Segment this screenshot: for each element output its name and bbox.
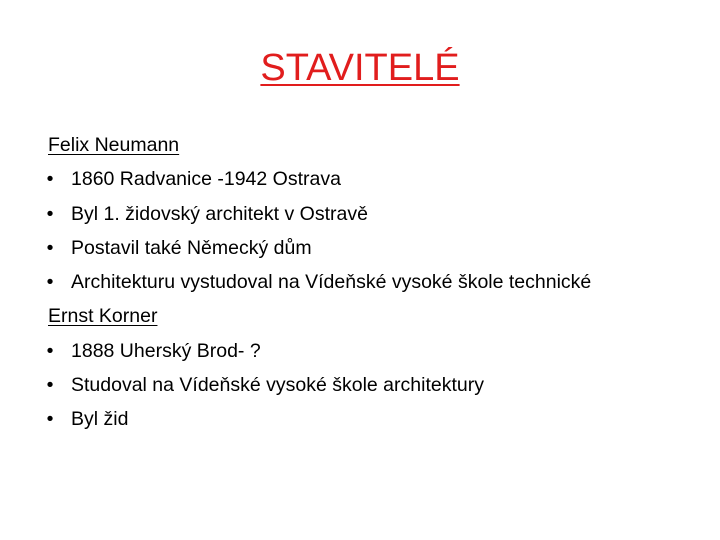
bullet-icon: •	[46, 374, 54, 397]
bullet-item	[44, 368, 704, 402]
bullet-icon: •	[46, 271, 54, 294]
section-heading-felix-neumann	[44, 128, 704, 162]
bullet-text: Byl žid	[71, 408, 129, 431]
bullet-text: Byl 1. židovský architekt v Ostravě	[71, 202, 368, 225]
bullet-text: Studoval na Vídeňské vysoké škole architektury	[71, 374, 484, 397]
bullet-icon: •	[46, 236, 54, 259]
slide-body	[44, 128, 704, 437]
bullet-text: Architekturu vystudoval na Vídeňské vysoké škole technické	[71, 271, 592, 294]
section-heading-text: Felix Neumann	[48, 134, 180, 156]
bullet-item	[44, 231, 704, 265]
bullet-text: Postavil také Německý dům	[71, 236, 312, 259]
bullet-icon: •	[46, 339, 54, 362]
bullet-item	[44, 197, 704, 231]
bullet-item	[44, 162, 704, 196]
bullet-item	[44, 334, 704, 368]
bullet-item	[44, 265, 704, 299]
bullet-icon: •	[46, 408, 54, 431]
slide-title-text: STAVITELÉ	[260, 47, 460, 89]
slide-title	[0, 44, 720, 92]
bullet-text: 1888 Uherský Brod- ?	[71, 339, 261, 362]
bullet-icon: •	[46, 168, 54, 191]
section-heading-ernst-korner	[44, 299, 704, 333]
bullet-item	[44, 402, 704, 436]
section-heading-text: Ernst Korner	[48, 305, 158, 328]
bullet-icon: •	[46, 202, 54, 225]
bullet-text: 1860 Radvanice -1942 Ostrava	[71, 168, 341, 191]
